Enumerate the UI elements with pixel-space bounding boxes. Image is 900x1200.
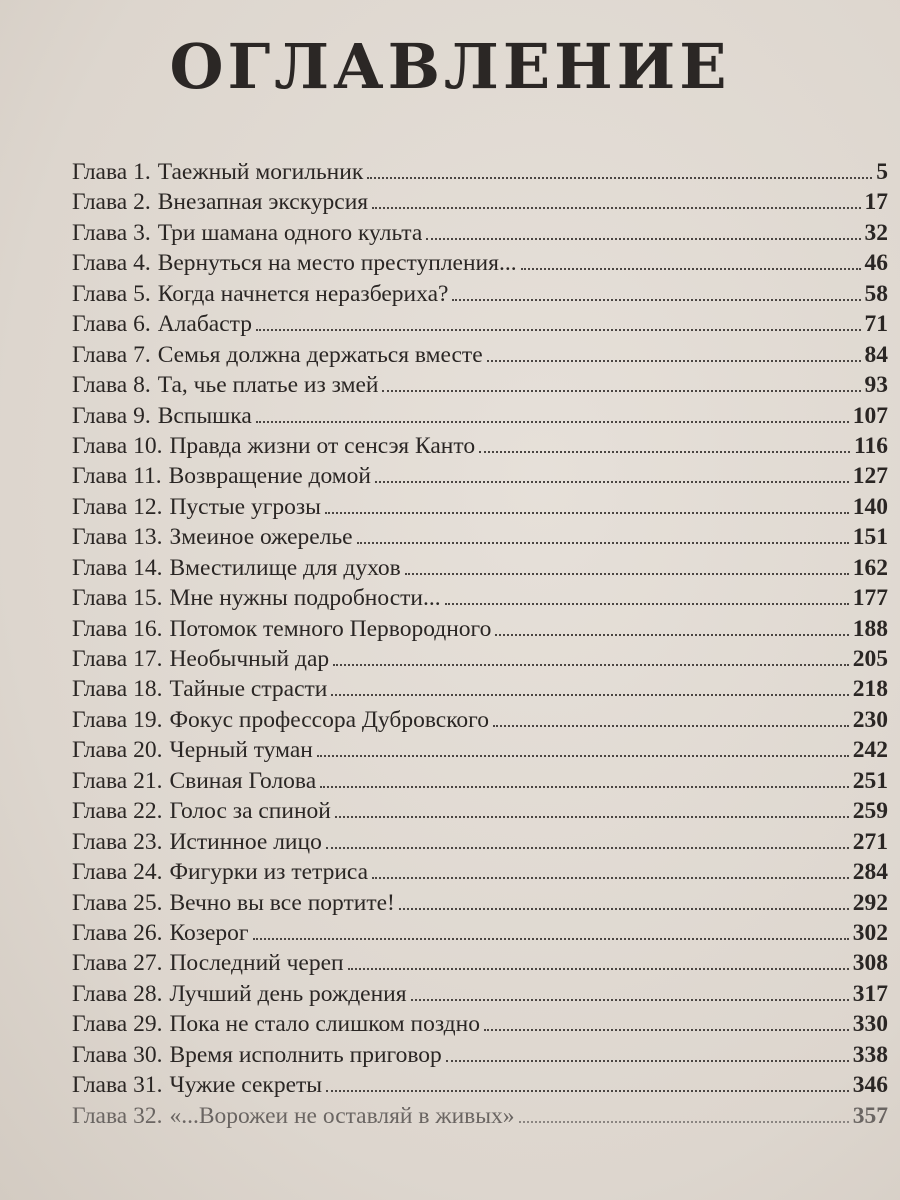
toc-entry [72, 461, 888, 491]
toc-entry [72, 522, 888, 552]
toc-entry [72, 279, 888, 309]
chapter-label: Глава 14. [72, 554, 163, 581]
chapter-label: Глава 16. [72, 615, 163, 642]
page-number: 357 [852, 1102, 888, 1129]
chapter-title: Последний череп [169, 950, 344, 977]
toc-entry [72, 309, 888, 339]
dot-leader [372, 187, 860, 209]
dot-leader [479, 431, 850, 453]
toc-entry [72, 644, 888, 674]
chapter-title: Семья должна держаться вместе [157, 341, 483, 368]
page-number: 205 [852, 646, 888, 672]
dot-leader [367, 157, 872, 179]
chapter-label: Глава 18. [72, 676, 163, 703]
dot-leader [331, 674, 848, 696]
page-number: 188 [852, 615, 888, 642]
chapter-label: Глава 19. [72, 706, 163, 733]
chapter-title: Чужие секреты [169, 1072, 323, 1099]
chapter-title: Фокус профессора Дубровского [169, 706, 489, 733]
chapter-label: Глава 7. [72, 341, 151, 368]
chapter-title: Вспышка [157, 402, 252, 429]
chapter-label: Глава 25. [72, 889, 163, 916]
dot-leader [495, 614, 848, 636]
dot-leader [426, 218, 860, 240]
chapter-title: Свиная Голова [169, 767, 317, 794]
page-number: 46 [864, 250, 888, 277]
dot-leader [382, 370, 860, 392]
page-number: 84 [864, 341, 888, 368]
dot-leader [484, 1009, 849, 1031]
chapter-label: Глава 26. [72, 919, 163, 946]
dot-leader [446, 1040, 849, 1062]
toc-entry [72, 370, 888, 400]
toc-entry [72, 248, 888, 278]
chapter-title: Пока не стало слишком поздно [169, 1011, 480, 1038]
chapter-title: Вернуться на место преступления... [157, 250, 517, 277]
page-number: 93 [864, 372, 888, 399]
toc-entry [72, 431, 888, 461]
chapter-label: Глава 22. [72, 798, 163, 825]
page-number: 292 [852, 889, 888, 916]
chapter-label: Глава 31. [72, 1072, 163, 1099]
page-number: 308 [852, 950, 888, 977]
chapter-title: Змеиное ожерелье [169, 524, 353, 551]
toc-entry [72, 401, 888, 431]
chapter-label: Глава 13. [72, 524, 163, 551]
page-number: 271 [852, 828, 888, 855]
chapter-label: Глава 28. [72, 980, 163, 1007]
dot-leader [399, 888, 849, 910]
dot-leader [445, 583, 849, 605]
page-number: 32 [864, 219, 888, 246]
toc-entry [72, 218, 888, 248]
page-number: 162 [852, 554, 888, 581]
dot-leader [357, 522, 849, 544]
toc-entry [72, 888, 888, 918]
chapter-title: Три шамана одного культа [157, 219, 423, 246]
chapter-title: Правда жизни от сенсэя Канто [169, 432, 476, 459]
chapter-title: Истинное лицо [169, 828, 322, 855]
dot-leader [405, 553, 849, 575]
chapter-label: Глава 29. [72, 1011, 163, 1038]
toc-entry [72, 796, 888, 826]
chapter-title: Возвращение домой [168, 463, 372, 490]
table-of-contents [72, 157, 888, 1131]
page-number: 116 [854, 432, 888, 459]
toc-entry [72, 583, 888, 613]
chapter-title: Фигурки из тетриса [169, 859, 369, 886]
chapter-label: Глава 24. [72, 859, 163, 886]
chapter-label: Глава 6. [72, 311, 151, 338]
toc-entry [72, 157, 888, 187]
dot-leader [326, 1070, 849, 1092]
toc-entry [72, 1070, 888, 1100]
page-number: 17 [864, 189, 888, 216]
page-number: 259 [852, 798, 888, 825]
page-number: 317 [852, 980, 888, 1007]
dot-leader [325, 492, 849, 514]
chapter-title: Потомок темного Первородного [169, 615, 492, 642]
dot-leader [256, 401, 849, 423]
chapter-title: Таежный могильник [157, 159, 364, 185]
page-number: 330 [852, 1011, 888, 1038]
page-number: 230 [852, 706, 888, 733]
dot-leader [326, 827, 849, 849]
chapter-label: Глава 17. [72, 646, 163, 672]
page-number: 218 [852, 676, 888, 703]
chapter-title: Козерог [169, 919, 249, 946]
chapter-title: Когда начнется неразбериха? [157, 280, 449, 307]
toc-entry [72, 979, 888, 1009]
chapter-title: Вечно вы все портите! [169, 889, 395, 916]
chapter-label: Глава 2. [72, 189, 151, 216]
toc-entry [72, 674, 888, 704]
toc-entry [72, 492, 888, 522]
page-number: 242 [852, 737, 888, 764]
page-number: 251 [852, 767, 888, 794]
toc-entry [72, 187, 888, 217]
chapter-title: Внезапная экскурсия [157, 189, 369, 216]
chapter-title: Время исполнить приговор [169, 1041, 442, 1068]
page-number: 177 [852, 585, 888, 612]
chapter-label: Глава 12. [72, 493, 163, 520]
toc-entry [72, 857, 888, 887]
dot-leader [317, 735, 849, 757]
chapter-title: Алабастр [157, 311, 252, 338]
chapter-title: Вместилище для духов [169, 554, 401, 581]
chapter-title: Лучший день рождения [169, 980, 407, 1007]
chapter-title: Та, чье платье из змей [157, 372, 379, 399]
chapter-label: Глава 8. [72, 372, 151, 399]
toc-entry [72, 1009, 888, 1039]
page-number: 71 [864, 311, 888, 338]
dot-leader [452, 279, 860, 301]
dot-leader [335, 796, 849, 818]
toc-entry [72, 340, 888, 370]
dot-leader [519, 1101, 849, 1123]
page-number: 284 [852, 859, 888, 886]
page-number: 302 [852, 919, 888, 946]
dot-leader [372, 857, 849, 879]
chapter-label: Глава 21. [72, 767, 163, 794]
toc-entry [72, 614, 888, 644]
chapter-title: Мне нужны подробности... [169, 585, 441, 612]
page-number: 346 [852, 1072, 888, 1099]
toc-entry [72, 1040, 888, 1070]
toc-entry [72, 766, 888, 796]
page-number: 5 [876, 159, 888, 185]
chapter-title: Тайные страсти [169, 676, 328, 703]
page-number: 58 [864, 280, 888, 307]
dot-leader [493, 705, 849, 727]
page-number: 107 [852, 402, 888, 429]
page-title: ОГЛАВЛЕНИЕ [169, 30, 731, 103]
toc-entry [72, 735, 888, 765]
chapter-label: Глава 5. [72, 280, 151, 307]
dot-leader [256, 309, 861, 331]
page-number: 140 [852, 493, 888, 520]
chapter-title: Черный туман [169, 737, 313, 764]
chapter-label: Глава 20. [72, 737, 163, 764]
toc-entry [72, 948, 888, 978]
dot-leader [333, 644, 849, 666]
toc-entry [72, 705, 888, 735]
chapter-title: Голос за спиной [169, 798, 331, 825]
chapter-label: Глава 3. [72, 219, 151, 246]
toc-entry [72, 827, 888, 857]
page-number: 151 [852, 524, 888, 551]
chapter-label: Глава 4. [72, 250, 151, 277]
chapter-title: «...Ворожеи не оставляй в живых» [169, 1102, 515, 1129]
page-number: 338 [852, 1041, 888, 1068]
toc-entry [72, 918, 888, 948]
chapter-label: Глава 15. [72, 585, 163, 612]
chapter-title: Необычный дар [169, 646, 330, 672]
chapter-label: Глава 9. [72, 402, 151, 429]
dot-leader [487, 340, 861, 362]
toc-entry [72, 553, 888, 583]
chapter-label: Глава 32. [72, 1102, 163, 1129]
chapter-label: Глава 10. [72, 432, 163, 459]
chapter-label: Глава 23. [72, 828, 163, 855]
dot-leader [320, 766, 849, 788]
chapter-label: Глава 1. [72, 159, 151, 185]
toc-entry [72, 1101, 888, 1131]
page-number: 127 [852, 463, 888, 490]
chapter-label: Глава 11. [72, 463, 162, 490]
dot-leader [348, 948, 849, 970]
chapter-label: Глава 30. [72, 1041, 163, 1068]
chapter-title: Пустые угрозы [169, 493, 321, 520]
dot-leader [253, 918, 849, 940]
chapter-label: Глава 27. [72, 950, 163, 977]
dot-leader [375, 461, 849, 483]
dot-leader [411, 979, 849, 1001]
dot-leader [521, 248, 861, 270]
